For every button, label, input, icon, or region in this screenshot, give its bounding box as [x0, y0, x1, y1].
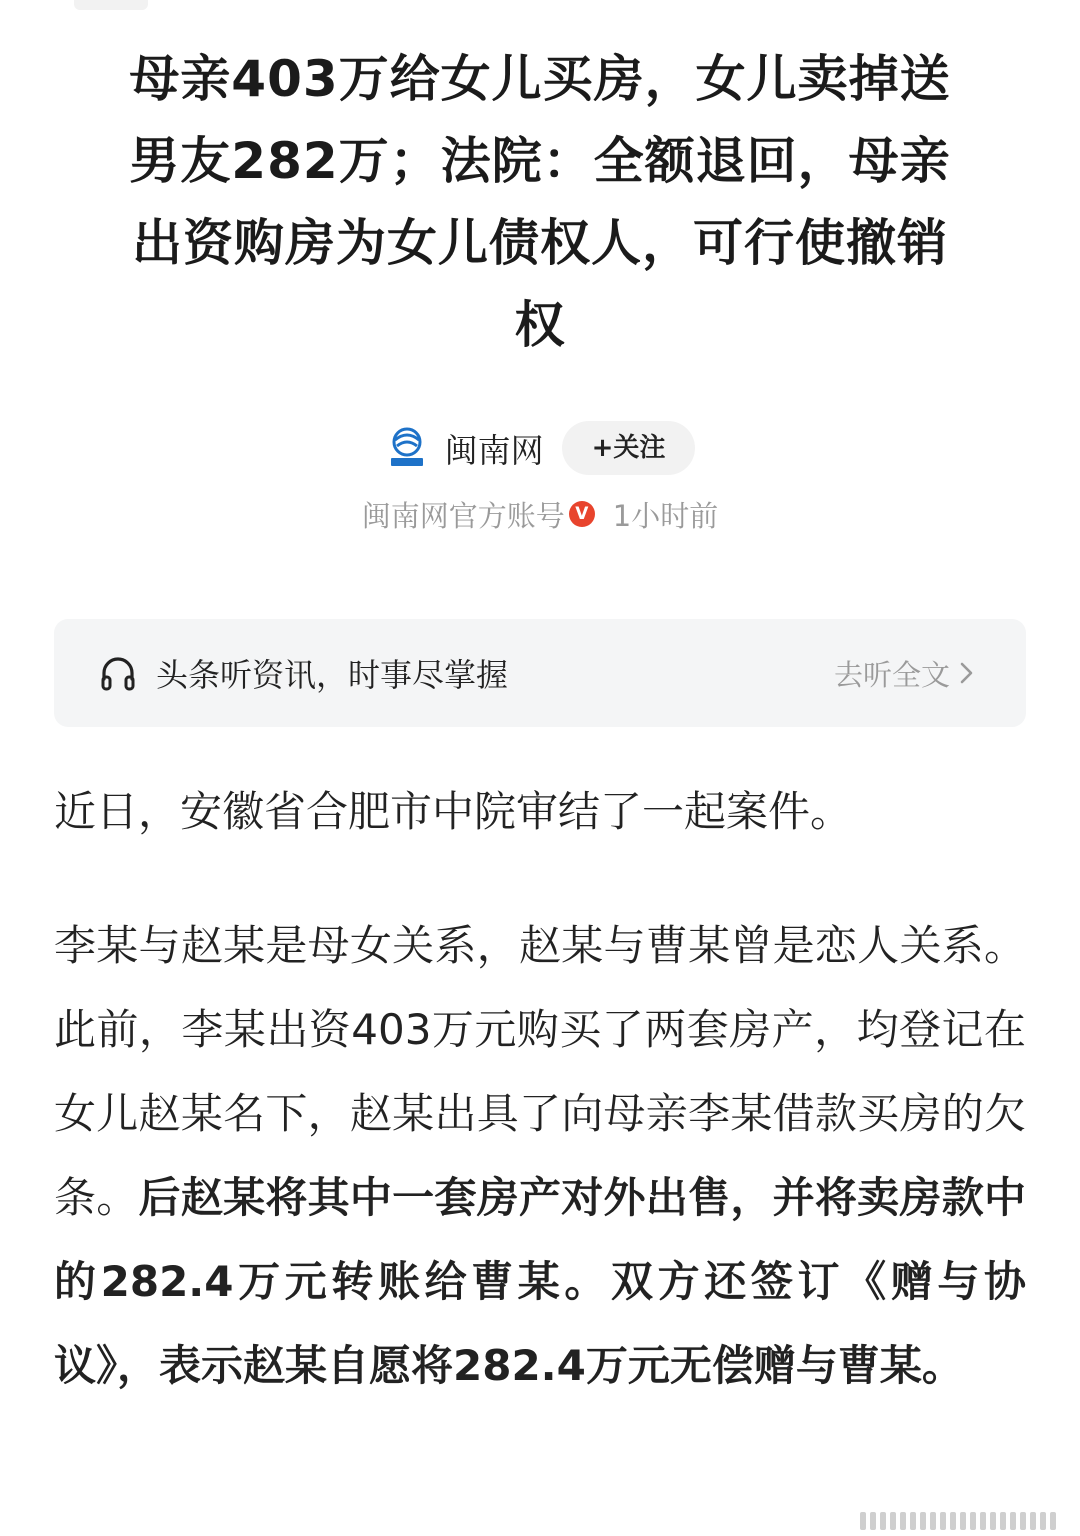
minnan-net-logo-icon[interactable] — [385, 426, 429, 470]
watermark — [860, 1512, 1060, 1532]
paragraph-case-normal: 李某与赵某是母女关系，赵某与曹某曾是恋人关系。此前，李某出资403万元购买了两套房产，均登记在女儿赵某名下，赵某出具了向母亲李某借款买房的欠条。 — [54, 921, 1026, 1222]
meta-row — [0, 490, 1080, 538]
article-body — [54, 770, 1026, 1408]
headphones-icon — [98, 653, 138, 693]
source-row — [0, 418, 1080, 478]
listen-full-text-link[interactable] — [834, 653, 974, 694]
audio-listen-bar[interactable] — [54, 619, 1026, 727]
top-bar-stub — [74, 0, 148, 10]
paragraph-intro: 近日，安徽省合肥市中院审结了一起案件。 — [54, 787, 853, 836]
chevron-right-icon — [960, 661, 974, 685]
article-title: 母亲403万给女儿买房，女儿卖掉送男友282万；法院：全额退回，母亲出资购房为女儿债权人，可行使撤销权 — [129, 50, 951, 354]
follow-button[interactable]: +关注 — [562, 421, 696, 475]
paragraph-case-bold: 后赵某将其中一套房产对外出售，并将卖房款中的282.4万元转账给曹某。双方还签订《赠与协议》，表示赵某自愿将282.4万元无偿赠与曹某。 — [54, 1173, 1026, 1390]
publish-time: 1小时前 — [612, 498, 719, 533]
account-label: 闽南网官方账号 — [361, 498, 565, 533]
listen-link-label: 去听全文 — [833, 657, 950, 692]
source-name[interactable]: 闽南网 — [444, 430, 544, 470]
verified-icon: V — [569, 501, 595, 527]
audio-bar-text: 头条听资讯，时事尽掌握 — [156, 656, 509, 694]
paragraph-case — [54, 904, 1026, 1408]
